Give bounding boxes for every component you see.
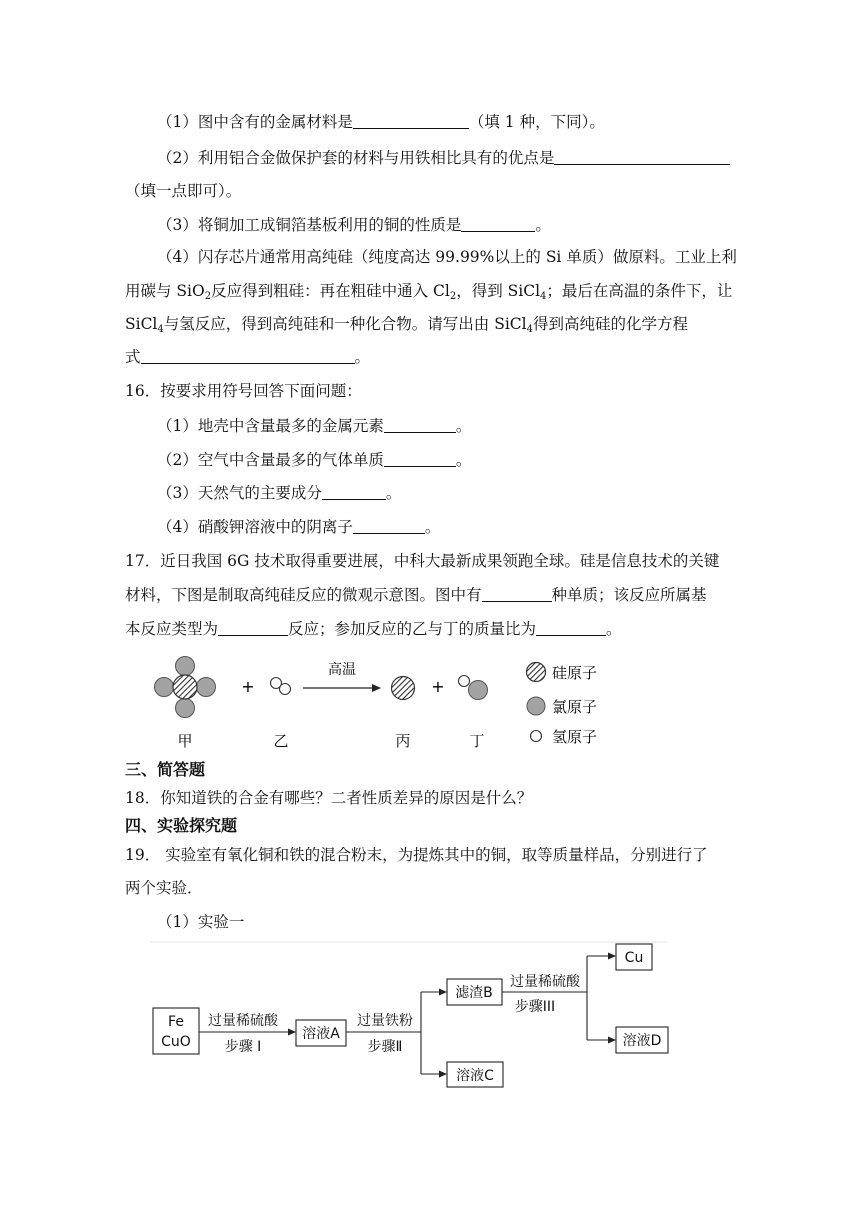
legend-hydrogen-icon [531, 731, 542, 742]
legend-chlorine: 氯原子 [552, 698, 598, 716]
step-3: 步骤III [514, 999, 556, 1015]
text: （2）空气中含量最多的气体单质 [157, 451, 384, 469]
text: 式 [125, 348, 141, 366]
molecule-yi [271, 678, 291, 695]
q15-part4-line1: （4）闪存芯片通常用高纯硅（纯度高达 99.99%以上的 Si 单质）做原料。工业上利 [157, 248, 737, 266]
label-ding: 丁 [469, 732, 485, 750]
subscript: 4 [540, 291, 547, 302]
q15-part3 [157, 215, 551, 235]
text: 本反应类型为 [125, 620, 219, 638]
branch-2-bottom-head-icon [608, 1037, 616, 1044]
answer-blank[interactable] [554, 149, 730, 165]
reaction-diagram [140, 650, 620, 755]
q15-part1-text: （1）图中含有的金属材料是 [157, 113, 353, 131]
step-2: 步骤Ⅱ [367, 1039, 403, 1055]
box-c-label: 溶液C [456, 1068, 494, 1084]
text: 材料，下图是制取高纯硅反应的微观示意图。图中有 [125, 586, 482, 604]
chlorine-atom [197, 678, 216, 697]
answer-blank[interactable] [218, 620, 288, 636]
hydrogen-atom [280, 684, 291, 695]
answer-blank[interactable] [322, 484, 386, 500]
text: （4）硝酸钾溶液中的阴离子 [157, 518, 353, 536]
punct: 。 [455, 451, 472, 469]
q19-line2: 两个实验． [125, 879, 203, 897]
text: 种单质；该反应所属基 [551, 586, 707, 604]
text: 得到高纯硅的化学方程 [532, 315, 688, 333]
punct: 。 [535, 216, 551, 234]
text: 与氢反应，得到高纯硅和一种化合物。请写出由 SiCl [163, 315, 527, 333]
q17-line1: 17．近日我国 6G 技术取得重要进展，中科大最新成果领跑全球。硅是信息技术的关键 [125, 552, 720, 570]
q16-part1 [157, 416, 471, 436]
q15-part2 [157, 148, 730, 168]
answer-blank[interactable] [536, 620, 606, 636]
q15-part4-line3 [125, 314, 688, 334]
label-yi: 乙 [273, 732, 289, 750]
section-4-title: 四、实验探究题 [125, 816, 238, 835]
experiment-1-title: （1）实验一 [157, 913, 245, 931]
q15-part3-text: （3）将铜加工成铜箔基板利用的铜的性质是 [157, 216, 462, 234]
arrow-1-head-icon [288, 1029, 296, 1036]
punct: 。 [606, 620, 622, 638]
text: SiCl [125, 315, 158, 333]
legend-hydrogen: 氢原子 [552, 728, 598, 746]
arrow-head-icon [372, 684, 381, 692]
branch-2-top-head-icon [608, 953, 616, 960]
q15-part1-note: （填 1 种，下同）。 [468, 113, 605, 131]
legend-silicon-icon [527, 663, 546, 682]
q16-stem: 16．按要求用符号回答下面问题： [125, 382, 362, 400]
silicon-atom [173, 675, 197, 699]
text: （1）地壳中含量最多的金属元素 [157, 417, 384, 435]
q15-part4-line2 [125, 281, 732, 301]
q16-part3 [157, 483, 401, 503]
q16-part4 [157, 517, 440, 537]
label-bing: 丙 [395, 732, 411, 750]
punct: 。 [424, 518, 441, 536]
branch-1-bottom-head-icon [439, 1071, 447, 1078]
start-fe: Fe [168, 1014, 184, 1030]
q17-line3 [125, 619, 622, 639]
chlorine-atom [469, 681, 488, 700]
legend-silicon: 硅原子 [552, 664, 598, 682]
punct: 。 [354, 348, 371, 366]
answer-blank[interactable] [384, 451, 456, 467]
answer-blank[interactable] [353, 518, 425, 534]
text: 用碳与 SiO [125, 282, 205, 300]
hydrogen-atom [459, 676, 470, 687]
reagent-2: 过量铁粉 [357, 1013, 413, 1029]
branch-1-top-head-icon [439, 989, 447, 996]
text: ；最后在高温的条件下，让 [546, 282, 733, 300]
molecule-ding [459, 676, 488, 700]
label-jia: 甲 [177, 732, 193, 750]
chlorine-atom [176, 699, 195, 718]
start-cuo: CuO [161, 1034, 191, 1050]
step-1: 步骤 I [224, 1039, 262, 1055]
chlorine-atom [155, 678, 174, 697]
reagent-1: 过量稀硫酸 [208, 1013, 278, 1029]
q16-part2 [157, 450, 471, 470]
plus-sign: + [241, 677, 255, 696]
q15-part1 [157, 112, 605, 132]
section-3-title: 三、简答题 [125, 760, 206, 779]
box-b-label: 滤渣B [455, 985, 493, 1001]
q15-part4-line4 [125, 347, 370, 367]
plus-sign-2: + [431, 677, 445, 696]
text: ，得到 SiCl [456, 282, 541, 300]
text: （3）天然气的主要成分 [157, 484, 322, 502]
subscript: 4 [157, 324, 164, 335]
subscript: 4 [526, 324, 533, 335]
box-d-label: 溶液D [622, 1033, 662, 1049]
legend-chlorine-icon [527, 697, 545, 715]
q19-line1: 19． 实验室有氧化铜和铁的混合粉末，为提炼其中的铜，取等质量样品，分别进行了 [125, 846, 708, 864]
box-cu-label: Cu [624, 950, 644, 966]
text: 反应得到粗硅：再在粗硅中通入 Cl [211, 282, 450, 300]
punct: 。 [385, 484, 402, 502]
answer-blank[interactable] [482, 586, 552, 602]
answer-blank[interactable] [461, 216, 535, 232]
molecule-bing [392, 677, 415, 700]
box-a-label: 溶液A [302, 1026, 340, 1042]
text: 反应；参加反应的乙与丁的质量比为 [288, 620, 537, 638]
experiment-flowchart [145, 940, 675, 1090]
subscript: 2 [449, 291, 457, 302]
reagent-3: 过量稀硫酸 [510, 974, 580, 990]
subscript: 2 [204, 291, 212, 302]
q15-part2-cont: （填一点即可）。 [125, 182, 242, 200]
reaction-condition: 高温 [328, 662, 356, 678]
answer-blank[interactable] [353, 113, 469, 129]
punct: 。 [455, 417, 472, 435]
answer-blank[interactable] [141, 348, 355, 364]
q15-part2-text: （2）利用铝合金做保护套的材料与用铁相比具有的优点是 [157, 149, 555, 167]
molecule-jia [155, 657, 216, 718]
q17-line2 [125, 585, 707, 605]
answer-blank[interactable] [384, 417, 456, 433]
chlorine-atom [176, 657, 195, 676]
q18-text: 18．你知道铁的合金有哪些？二者性质差异的原因是什么？ [125, 789, 533, 807]
